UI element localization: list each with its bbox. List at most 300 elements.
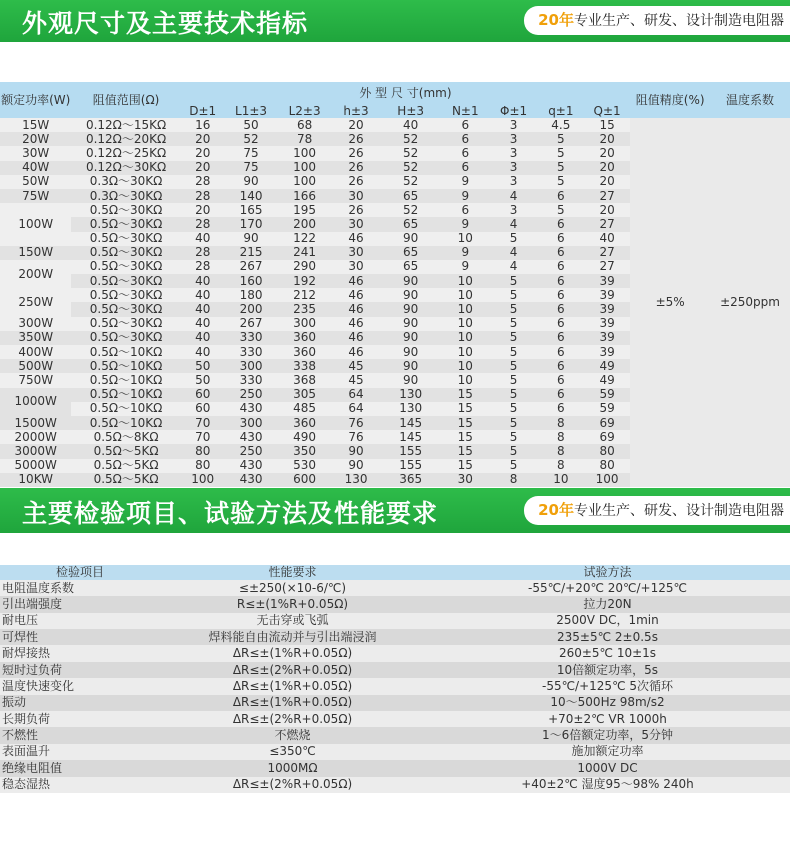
cell-range: 0.5Ω～5KΩ: [71, 473, 180, 487]
test-row: [0, 744, 790, 760]
cell-dim: 8: [538, 459, 584, 473]
cell-range: 0.12Ω～25KΩ: [71, 146, 180, 160]
cell-dim: 30: [332, 217, 380, 231]
cell-dim: 10: [441, 359, 489, 373]
cell-dim: 3: [489, 175, 537, 189]
cell-dim: 6: [538, 359, 584, 373]
cell-requirement: ΔR≤±(1%R+0.05Ω): [160, 645, 425, 661]
cell-dim: 76: [332, 416, 380, 430]
cell-dim: 28: [181, 217, 225, 231]
cell-dim: 5: [538, 146, 584, 160]
cell-dim: 5: [489, 430, 537, 444]
cell-dim: 145: [380, 416, 441, 430]
cell-dim: 70: [181, 430, 225, 444]
test-row: [0, 596, 790, 612]
cell-dim: 26: [332, 146, 380, 160]
cell-dim: 6: [538, 288, 584, 302]
cell-dim: 365: [380, 473, 441, 487]
cell-dim: 46: [332, 302, 380, 316]
test-row: [0, 662, 790, 678]
cell-dim: 300: [225, 416, 278, 430]
cell-dim: 6: [538, 388, 584, 402]
cell-dim: 6: [538, 302, 584, 316]
cell-method: 施加额定功率: [425, 744, 790, 760]
cell-dim: 5: [489, 302, 537, 316]
cell-item: 可焊性: [0, 629, 160, 645]
cell-dim: 10: [441, 274, 489, 288]
cell-dim: 9: [441, 246, 489, 260]
cell-dim: 90: [225, 175, 278, 189]
cell-power: 75W: [0, 189, 71, 203]
col-header-method: 试验方法: [425, 565, 790, 580]
cell-dim: 46: [332, 288, 380, 302]
col-header-item: 检验项目: [0, 565, 160, 580]
cell-dim: 6: [538, 260, 584, 274]
cell-power: 100W: [0, 203, 71, 246]
cell-range: 0.5Ω～30KΩ: [71, 288, 180, 302]
col-header-range: 阻值范围(Ω): [71, 82, 180, 118]
cell-dim: 3: [489, 203, 537, 217]
cell-dim: 330: [225, 331, 278, 345]
spacer: [0, 533, 790, 565]
cell-dim: 90: [225, 232, 278, 246]
cell-dim: 80: [181, 444, 225, 458]
cell-range: 0.5Ω～5KΩ: [71, 459, 180, 473]
cell-dim: 530: [277, 459, 332, 473]
cell-dim: 60: [181, 388, 225, 402]
cell-dim: 100: [277, 161, 332, 175]
cell-method: 10倍额定功率，5s: [425, 662, 790, 678]
cell-dim: 30: [332, 260, 380, 274]
cell-dim: 3: [489, 161, 537, 175]
cell-range: 0.12Ω～20KΩ: [71, 132, 180, 146]
cell-dim: 52: [380, 203, 441, 217]
cell-dim: 330: [225, 345, 278, 359]
test-row: [0, 645, 790, 661]
cell-dim: 46: [332, 274, 380, 288]
cell-dim: 368: [277, 373, 332, 387]
cell-dim: 4: [489, 189, 537, 203]
cell-method: 1000V DC: [425, 760, 790, 776]
cell-dim: 6: [538, 246, 584, 260]
company-slogan: [524, 496, 790, 525]
cell-dim: 485: [277, 402, 332, 416]
cell-requirement: ≤±250(×10-6/℃): [160, 580, 425, 596]
cell-dim: 50: [225, 118, 278, 132]
cell-dim: 6: [538, 189, 584, 203]
cell-dim: 15: [441, 388, 489, 402]
cell-power: 20W: [0, 132, 71, 146]
cell-dim: 70: [181, 416, 225, 430]
cell-power: 1500W: [0, 416, 71, 430]
cell-power: 500W: [0, 359, 71, 373]
cell-dim: 5: [489, 459, 537, 473]
cell-dim: 52: [380, 161, 441, 175]
cell-dim: 26: [332, 175, 380, 189]
cell-dim: 40: [181, 288, 225, 302]
cell-dim: 4.5: [538, 118, 584, 132]
cell-dim: 267: [225, 260, 278, 274]
cell-dim: 155: [380, 444, 441, 458]
cell-dim: 5: [489, 331, 537, 345]
cell-power: 30W: [0, 146, 71, 160]
cell-dim: 20: [181, 132, 225, 146]
cell-dim: 20: [181, 161, 225, 175]
cell-dim: 5: [489, 402, 537, 416]
cell-dim: 10: [441, 302, 489, 316]
cell-dim: 8: [538, 430, 584, 444]
cell-range: 0.5Ω～10KΩ: [71, 345, 180, 359]
cell-dim: 90: [380, 331, 441, 345]
cell-dim: 45: [332, 359, 380, 373]
cell-dim: 27: [584, 260, 630, 274]
cell-dim: 52: [380, 146, 441, 160]
cell-dim: 6: [538, 402, 584, 416]
cell-dim: 5: [489, 288, 537, 302]
cell-dim: 130: [380, 402, 441, 416]
slogan-text: 专业生产、研发、设计制造电阻器: [574, 13, 784, 29]
cell-dim: 6: [441, 132, 489, 146]
test-row: [0, 695, 790, 711]
cell-dim: 10: [441, 232, 489, 246]
cell-dim: 195: [277, 203, 332, 217]
cell-dim: 90: [380, 288, 441, 302]
cell-dim: 46: [332, 232, 380, 246]
cell-requirement: ΔR≤±(1%R+0.05Ω): [160, 695, 425, 711]
cell-dim: 10: [441, 373, 489, 387]
cell-dim: 305: [277, 388, 332, 402]
cell-dim: 20: [181, 203, 225, 217]
cell-dim: 39: [584, 331, 630, 345]
cell-dim: 20: [584, 161, 630, 175]
cell-dim: 75: [225, 161, 278, 175]
cell-dim: 165: [225, 203, 278, 217]
cell-dim: 28: [181, 260, 225, 274]
cell-dim: 8: [489, 473, 537, 487]
cell-power: 750W: [0, 373, 71, 387]
col-header-tempco: 温度系数: [710, 82, 790, 118]
cell-dim: 40: [584, 232, 630, 246]
cell-dim: 212: [277, 288, 332, 302]
cell-dim: 40: [181, 302, 225, 316]
cell-dim: 8: [538, 416, 584, 430]
cell-item: 引出端强度: [0, 596, 160, 612]
col-header-h: h±3: [332, 104, 380, 118]
cell-dim: 15: [441, 402, 489, 416]
cell-dim: 267: [225, 317, 278, 331]
test-table: [0, 565, 790, 793]
cell-method: 2500V DC，1min: [425, 613, 790, 629]
cell-dim: 69: [584, 416, 630, 430]
cell-power: 50W: [0, 175, 71, 189]
cell-dim: 250: [225, 444, 278, 458]
cell-dim: 5: [489, 359, 537, 373]
cell-dim: 215: [225, 246, 278, 260]
cell-power: 10KW: [0, 473, 71, 487]
cell-dim: 130: [380, 388, 441, 402]
cell-range: 0.12Ω～15KΩ: [71, 118, 180, 132]
cell-method: +70±2℃ VR 1000h: [425, 711, 790, 727]
cell-dim: 30: [441, 473, 489, 487]
cell-dim: 15: [441, 444, 489, 458]
cell-dim: 27: [584, 217, 630, 231]
cell-dim: 5: [538, 132, 584, 146]
cell-dim: 90: [380, 302, 441, 316]
cell-requirement: ΔR≤±(2%R+0.05Ω): [160, 711, 425, 727]
cell-dim: 52: [380, 175, 441, 189]
cell-range: 0.5Ω～30KΩ: [71, 331, 180, 345]
cell-dim: 160: [225, 274, 278, 288]
cell-dim: 360: [277, 331, 332, 345]
cell-dim: 192: [277, 274, 332, 288]
cell-dim: 6: [538, 217, 584, 231]
cell-requirement: 无击穿或飞弧: [160, 613, 425, 629]
cell-power: 15W: [0, 118, 71, 132]
cell-range: 0.5Ω～5KΩ: [71, 444, 180, 458]
cell-method: 10～500Hz 98m/s2: [425, 695, 790, 711]
cell-dim: 350: [277, 444, 332, 458]
cell-dim: 45: [332, 373, 380, 387]
col-header-q: q±1: [538, 104, 584, 118]
cell-dim: 9: [441, 175, 489, 189]
cell-dim: 5: [538, 175, 584, 189]
cell-dim: 5: [489, 373, 537, 387]
cell-power: 350W: [0, 331, 71, 345]
col-header-dims: 外 型 尺 寸(mm): [181, 82, 631, 104]
cell-method: 260±5℃ 10±1s: [425, 645, 790, 661]
cell-power: 200W: [0, 260, 71, 288]
cell-method: -55℃/+125℃ 5次循环: [425, 678, 790, 694]
cell-dim: 430: [225, 430, 278, 444]
cell-item: 电阻温度系数: [0, 580, 160, 596]
cell-dim: 64: [332, 388, 380, 402]
cell-dim: 59: [584, 402, 630, 416]
cell-dim: 360: [277, 416, 332, 430]
test-row: [0, 711, 790, 727]
cell-dim: 155: [380, 459, 441, 473]
cell-dim: 6: [538, 331, 584, 345]
test-row: [0, 777, 790, 793]
cell-dim: 3: [489, 118, 537, 132]
cell-dim: 235: [277, 302, 332, 316]
cell-range: 0.5Ω～10KΩ: [71, 402, 180, 416]
cell-dim: 20: [584, 146, 630, 160]
cell-dim: 5: [489, 345, 537, 359]
cell-dim: 15: [441, 459, 489, 473]
cell-dim: 28: [181, 175, 225, 189]
cell-method: 拉力20N: [425, 596, 790, 612]
cell-dim: 430: [225, 459, 278, 473]
col-header-req: 性能要求: [160, 565, 425, 580]
cell-precision: ±5%: [630, 118, 710, 487]
col-header-H: H±3: [380, 104, 441, 118]
cell-range: 0.5Ω～10KΩ: [71, 373, 180, 387]
cell-dim: 20: [332, 118, 380, 132]
cell-range: 0.5Ω～30KΩ: [71, 232, 180, 246]
cell-dim: 39: [584, 345, 630, 359]
cell-item: 短时过负荷: [0, 662, 160, 678]
cell-dim: 166: [277, 189, 332, 203]
cell-dim: 430: [225, 473, 278, 487]
cell-dim: 10: [441, 317, 489, 331]
cell-dim: 5: [538, 161, 584, 175]
cell-dim: 330: [225, 373, 278, 387]
cell-dim: 40: [380, 118, 441, 132]
cell-range: 0.3Ω～30KΩ: [71, 175, 180, 189]
cell-dim: 40: [181, 317, 225, 331]
cell-item: 振动: [0, 695, 160, 711]
cell-dim: 64: [332, 402, 380, 416]
spec-table: [0, 82, 790, 487]
cell-range: 0.5Ω～10KΩ: [71, 416, 180, 430]
cell-dim: 27: [584, 189, 630, 203]
cell-dim: 9: [441, 260, 489, 274]
col-header-power: 额定功率(W): [0, 82, 71, 118]
cell-dim: 30: [332, 246, 380, 260]
cell-dim: 5: [489, 317, 537, 331]
cell-dim: 16: [181, 118, 225, 132]
cell-dim: 30: [332, 189, 380, 203]
cell-dim: 39: [584, 288, 630, 302]
col-header-Q: Q±1: [584, 104, 630, 118]
cell-dim: 65: [380, 246, 441, 260]
cell-dim: 5: [489, 444, 537, 458]
cell-dim: 52: [380, 132, 441, 146]
cell-dim: 90: [380, 373, 441, 387]
cell-dim: 28: [181, 189, 225, 203]
cell-dim: 40: [181, 331, 225, 345]
cell-range: 0.5Ω～30KΩ: [71, 274, 180, 288]
cell-dim: 100: [181, 473, 225, 487]
cell-dim: 5: [489, 388, 537, 402]
cell-dim: 8: [538, 444, 584, 458]
cell-dim: 6: [441, 146, 489, 160]
spec-section-banner: [0, 0, 790, 42]
cell-dim: 40: [181, 345, 225, 359]
test-row: [0, 727, 790, 743]
cell-dim: 46: [332, 331, 380, 345]
col-header-phi: Φ±1: [489, 104, 537, 118]
cell-dim: 5: [489, 416, 537, 430]
cell-dim: 6: [538, 274, 584, 288]
cell-dim: 200: [277, 217, 332, 231]
cell-dim: 26: [332, 161, 380, 175]
cell-range: 0.5Ω～30KΩ: [71, 203, 180, 217]
cell-power: 2000W: [0, 430, 71, 444]
cell-dim: 15: [584, 118, 630, 132]
cell-dim: 65: [380, 217, 441, 231]
cell-power: 150W: [0, 246, 71, 260]
col-header-D: D±1: [181, 104, 225, 118]
cell-dim: 338: [277, 359, 332, 373]
test-row: [0, 613, 790, 629]
cell-range: 0.5Ω～10KΩ: [71, 359, 180, 373]
cell-dim: 300: [277, 317, 332, 331]
cell-dim: 49: [584, 359, 630, 373]
cell-requirement: ≤350℃: [160, 744, 425, 760]
cell-dim: 430: [225, 402, 278, 416]
cell-method: 235±5℃ 2±0.5s: [425, 629, 790, 645]
cell-dim: 60: [181, 402, 225, 416]
cell-range: 0.12Ω～30KΩ: [71, 161, 180, 175]
cell-dim: 52: [225, 132, 278, 146]
cell-dim: 6: [441, 161, 489, 175]
cell-requirement: 1000MΩ: [160, 760, 425, 776]
test-section-banner: [0, 488, 790, 533]
test-row: [0, 678, 790, 694]
cell-dim: 180: [225, 288, 278, 302]
cell-dim: 68: [277, 118, 332, 132]
cell-dim: 90: [380, 359, 441, 373]
cell-dim: 26: [332, 203, 380, 217]
cell-dim: 4: [489, 246, 537, 260]
cell-dim: 80: [584, 444, 630, 458]
cell-power: 300W: [0, 317, 71, 331]
cell-dim: 50: [181, 359, 225, 373]
cell-item: 长期负荷: [0, 711, 160, 727]
cell-dim: 4: [489, 217, 537, 231]
cell-item: 不燃性: [0, 727, 160, 743]
cell-dim: 78: [277, 132, 332, 146]
cell-dim: 360: [277, 345, 332, 359]
cell-dim: 100: [277, 146, 332, 160]
cell-dim: 4: [489, 260, 537, 274]
cell-dim: 9: [441, 189, 489, 203]
spacer: [0, 42, 790, 82]
cell-range: 0.5Ω～30KΩ: [71, 217, 180, 231]
cell-requirement: ΔR≤±(1%R+0.05Ω): [160, 678, 425, 694]
cell-dim: 20: [584, 175, 630, 189]
test-row: [0, 580, 790, 596]
cell-power: 400W: [0, 345, 71, 359]
cell-range: 0.5Ω～30KΩ: [71, 317, 180, 331]
cell-power: 40W: [0, 161, 71, 175]
cell-dim: 241: [277, 246, 332, 260]
cell-dim: 90: [332, 444, 380, 458]
cell-dim: 170: [225, 217, 278, 231]
cell-dim: 50: [181, 373, 225, 387]
cell-dim: 20: [181, 146, 225, 160]
test-row: [0, 760, 790, 776]
cell-dim: 20: [584, 132, 630, 146]
cell-dim: 27: [584, 246, 630, 260]
cell-dim: 600: [277, 473, 332, 487]
cell-range: 0.5Ω～30KΩ: [71, 260, 180, 274]
cell-dim: 290: [277, 260, 332, 274]
cell-dim: 5: [489, 274, 537, 288]
cell-requirement: 焊料能自由流动并与引出端浸润: [160, 629, 425, 645]
cell-method: +40±2℃ 湿度95～98% 240h: [425, 777, 790, 793]
spec-section-title: 外观尺寸及主要技术指标: [22, 9, 309, 38]
cell-dim: 250: [225, 388, 278, 402]
cell-dim: 6: [538, 232, 584, 246]
cell-method: 1～6倍额定功率，5分钟: [425, 727, 790, 743]
cell-dim: 145: [380, 430, 441, 444]
cell-item: 表面温升: [0, 744, 160, 760]
cell-dim: 3: [489, 132, 537, 146]
cell-dim: 76: [332, 430, 380, 444]
cell-dim: 3: [489, 146, 537, 160]
cell-dim: 15: [441, 430, 489, 444]
col-header-precision: 阻值精度(%): [630, 82, 710, 118]
cell-dim: 39: [584, 302, 630, 316]
cell-dim: 6: [441, 118, 489, 132]
cell-dim: 5: [538, 203, 584, 217]
cell-dim: 10: [441, 288, 489, 302]
cell-item: 稳态湿热: [0, 777, 160, 793]
cell-dim: 100: [277, 175, 332, 189]
slogan-years: 20年: [538, 500, 574, 519]
